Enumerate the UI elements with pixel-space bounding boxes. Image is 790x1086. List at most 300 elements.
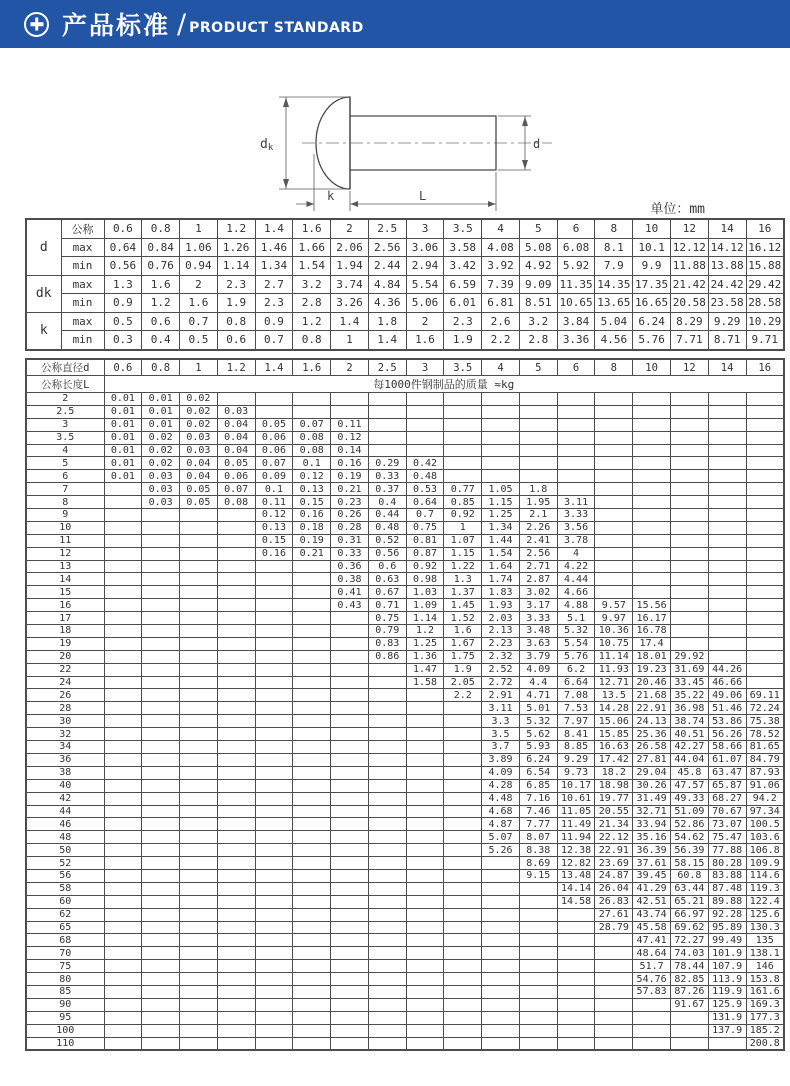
weight-value: [180, 521, 218, 534]
length-label: 52: [26, 857, 104, 870]
weight-value: 0.04: [217, 444, 255, 457]
weight-value: 51.09: [670, 805, 708, 818]
weight-value: 0.05: [217, 457, 255, 470]
weight-row: [26, 676, 784, 689]
dim-value: 0.6: [217, 331, 255, 350]
weight-value: 7.46: [519, 805, 557, 818]
weight-value: [482, 947, 520, 960]
weight-value: [670, 444, 708, 457]
weight-value: 26.58: [633, 741, 671, 754]
weight-value: 5.1: [557, 612, 595, 625]
dim-value: 2: [331, 219, 369, 238]
weight-value: 0.06: [255, 431, 293, 444]
length-label: 2: [26, 393, 104, 406]
weight-row: [26, 947, 784, 960]
weight-value: 60.8: [670, 869, 708, 882]
dim-value: 16: [746, 219, 784, 238]
weight-value: 0.21: [293, 547, 331, 560]
weight-row: [26, 857, 784, 870]
weight-row: [26, 702, 784, 715]
weight-value: [368, 947, 406, 960]
weight-value: 109.9: [746, 857, 784, 870]
weight-value: 10.17: [557, 779, 595, 792]
weight-value: [142, 947, 180, 960]
dim-value: 2.8: [519, 331, 557, 350]
weight-value: [708, 1037, 746, 1050]
weight-row: [26, 470, 784, 483]
weight-value: [595, 405, 633, 418]
weight-value: 177.3: [746, 1011, 784, 1024]
weight-value: 53.86: [708, 715, 746, 728]
dim-value: 2.8: [293, 294, 331, 313]
weight-value: [482, 470, 520, 483]
weight-value: [180, 586, 218, 599]
weight-value: 0.6: [368, 560, 406, 573]
weight-value: 0.04: [217, 418, 255, 431]
weight-value: [368, 792, 406, 805]
weight-value: [557, 483, 595, 496]
weight-value: [746, 663, 784, 676]
weight-value: 14.58: [557, 895, 595, 908]
weight-value: [482, 985, 520, 998]
dim-value: 2.06: [331, 238, 369, 257]
diameter-header: 4: [482, 359, 520, 376]
weight-value: [104, 702, 142, 715]
dim-row: [26, 275, 784, 294]
dim-value: 2.6: [482, 312, 520, 331]
weight-value: 0.15: [293, 496, 331, 509]
weight-value: [519, 985, 557, 998]
weight-value: [444, 1024, 482, 1037]
weight-value: [444, 921, 482, 934]
dim-value: 2.3: [255, 294, 293, 313]
weight-value: [406, 857, 444, 870]
length-label: 65: [26, 921, 104, 934]
weight-value: 2.13: [482, 625, 520, 638]
weight-value: [331, 702, 369, 715]
weight-value: [255, 882, 293, 895]
weight-value: 0.01: [104, 457, 142, 470]
weight-value: [104, 689, 142, 702]
weight-value: [444, 895, 482, 908]
dim-sub-label: min: [61, 257, 104, 276]
weight-value: 101.9: [708, 947, 746, 960]
weight-value: [368, 882, 406, 895]
weight-value: 0.1: [293, 457, 331, 470]
weight-value: [180, 547, 218, 560]
weight-row: [26, 1024, 784, 1037]
weight-value: 0.05: [180, 483, 218, 496]
weight-value: 3.89: [482, 753, 520, 766]
dim-value: 3.06: [406, 238, 444, 257]
weight-value: [217, 625, 255, 638]
weight-value: [104, 573, 142, 586]
weight-value: [104, 599, 142, 612]
weight-value: [180, 689, 218, 702]
weight-value: [255, 702, 293, 715]
weight-row: [26, 715, 784, 728]
weight-value: [142, 1011, 180, 1024]
weight-value: 0.56: [368, 547, 406, 560]
weight-value: 3.79: [519, 650, 557, 663]
weight-value: 47.57: [670, 779, 708, 792]
weight-row: [26, 599, 784, 612]
weight-value: [331, 753, 369, 766]
weight-value: [406, 973, 444, 986]
weight-value: 8.07: [519, 831, 557, 844]
length-label: 75: [26, 960, 104, 973]
weight-row: [26, 483, 784, 496]
dim-row: [26, 238, 784, 257]
weight-value: [557, 973, 595, 986]
weight-value: [331, 998, 369, 1011]
weight-value: [406, 831, 444, 844]
weight-value: [406, 405, 444, 418]
weight-value: [368, 766, 406, 779]
weight-value: 2.03: [482, 612, 520, 625]
weight-value: [368, 960, 406, 973]
weight-value: 5.62: [519, 728, 557, 741]
weight-value: 14.28: [595, 702, 633, 715]
weight-value: 10.75: [595, 637, 633, 650]
weight-value: 6.54: [519, 766, 557, 779]
dim-value: 21.42: [670, 275, 708, 294]
weight-value: 46.66: [708, 676, 746, 689]
weight-value: [293, 844, 331, 857]
weight-value: [557, 1024, 595, 1037]
weight-value: 11.49: [557, 818, 595, 831]
weight-value: 146: [746, 960, 784, 973]
weight-value: [217, 676, 255, 689]
weight-row: [26, 431, 784, 444]
weight-value: [293, 985, 331, 998]
weight-value: 0.01: [104, 393, 142, 406]
weight-value: [180, 844, 218, 857]
weight-value: [444, 728, 482, 741]
weight-value: [670, 586, 708, 599]
weight-value: [255, 869, 293, 882]
weight-value: 0.03: [142, 470, 180, 483]
weight-value: [255, 934, 293, 947]
weight-value: [217, 947, 255, 960]
length-label: 6: [26, 470, 104, 483]
weight-value: [519, 418, 557, 431]
weight-value: [104, 934, 142, 947]
weight-value: 114.6: [746, 869, 784, 882]
weight-value: [633, 586, 671, 599]
length-label: 38: [26, 766, 104, 779]
weight-value: [180, 534, 218, 547]
weight-value: 0.85: [444, 496, 482, 509]
weight-value: [255, 586, 293, 599]
weight-value: 18.01: [633, 650, 671, 663]
weight-value: [746, 418, 784, 431]
weight-value: [368, 1011, 406, 1024]
weight-value: 8.38: [519, 844, 557, 857]
weight-value: 13.5: [595, 689, 633, 702]
weight-value: [293, 831, 331, 844]
weight-value: [142, 908, 180, 921]
dim-value: 1.4: [331, 312, 369, 331]
weight-value: 161.6: [746, 985, 784, 998]
weight-value: [331, 985, 369, 998]
weight-value: [519, 934, 557, 947]
weight-value: [180, 715, 218, 728]
dim-value: 1.4: [368, 331, 406, 350]
weight-value: [104, 985, 142, 998]
weight-value: [180, 792, 218, 805]
weight-value: [746, 573, 784, 586]
weight-value: 1.64: [482, 560, 520, 573]
weight-value: 0.02: [180, 405, 218, 418]
weight-value: 1.34: [482, 521, 520, 534]
weight-value: [331, 908, 369, 921]
weight-value: [217, 908, 255, 921]
weight-value: 57.83: [633, 985, 671, 998]
weight-value: 0.01: [142, 405, 180, 418]
weight-value: [104, 857, 142, 870]
weight-value: 26.04: [595, 882, 633, 895]
weight-value: [142, 844, 180, 857]
weight-value: 78.52: [746, 728, 784, 741]
dim-value: 20.58: [670, 294, 708, 313]
weight-value: 17.42: [595, 753, 633, 766]
weight-value: [708, 573, 746, 586]
weight-value: [331, 676, 369, 689]
weight-value: 0.41: [331, 586, 369, 599]
weight-value: [104, 1011, 142, 1024]
weight-value: [331, 947, 369, 960]
weight-value: [180, 766, 218, 779]
dim-value: 0.76: [142, 257, 180, 276]
weight-value: 0.03: [180, 431, 218, 444]
weight-value: 9.15: [519, 869, 557, 882]
weight-value: [368, 844, 406, 857]
weight-value: [217, 857, 255, 870]
weight-value: [368, 676, 406, 689]
weight-value: 73.07: [708, 818, 746, 831]
weight-value: [255, 715, 293, 728]
diameter-header: 8: [595, 359, 633, 376]
length-label: 3.5: [26, 431, 104, 444]
weight-value: 0.38: [331, 573, 369, 586]
weight-value: [104, 637, 142, 650]
weight-value: [557, 418, 595, 431]
weight-value: [406, 844, 444, 857]
weight-value: [406, 947, 444, 960]
weight-value: [142, 650, 180, 663]
weight-value: 33.45: [670, 676, 708, 689]
weight-value: 44.26: [708, 663, 746, 676]
weight-value: [368, 1024, 406, 1037]
weight-value: [444, 831, 482, 844]
weight-value: [142, 637, 180, 650]
weight-value: [746, 444, 784, 457]
weight-value: [293, 857, 331, 870]
weight-value: 97.34: [746, 805, 784, 818]
weight-value: [519, 973, 557, 986]
weight-value: 7.77: [519, 818, 557, 831]
dim-value: 2.7: [255, 275, 293, 294]
weight-value: [406, 921, 444, 934]
weight-value: 15.85: [595, 728, 633, 741]
weight-value: 0.23: [331, 496, 369, 509]
length-label: 34: [26, 741, 104, 754]
weight-value: [368, 1037, 406, 1050]
weight-value: [217, 895, 255, 908]
weight-value: 0.75: [368, 612, 406, 625]
weight-value: [633, 470, 671, 483]
dim-value: 17.35: [633, 275, 671, 294]
weight-row: [26, 805, 784, 818]
weight-value: [104, 805, 142, 818]
weight-row: [26, 741, 784, 754]
weight-value: [746, 457, 784, 470]
weight-value: [519, 457, 557, 470]
weight-value: [217, 637, 255, 650]
weight-value: [217, 689, 255, 702]
weight-value: 12.38: [557, 844, 595, 857]
weight-value: 0.07: [217, 483, 255, 496]
weight-value: 3.63: [519, 637, 557, 650]
weight-row: [26, 547, 784, 560]
weight-value: 92.28: [708, 908, 746, 921]
weight-value: [482, 393, 520, 406]
weight-value: 51.7: [633, 960, 671, 973]
weight-value: [293, 960, 331, 973]
weight-value: 63.44: [670, 882, 708, 895]
weight-value: [104, 496, 142, 509]
weight-value: [633, 1011, 671, 1024]
weight-value: [519, 882, 557, 895]
title-divider: /: [177, 8, 187, 40]
weight-value: [746, 483, 784, 496]
weight-value: 2.1: [519, 509, 557, 522]
weight-value: [406, 1037, 444, 1050]
weight-value: [217, 831, 255, 844]
k-dimension: [296, 154, 350, 211]
weight-value: 82.85: [670, 973, 708, 986]
weight-value: 0.02: [142, 457, 180, 470]
page-title-cn: 产品标准: [62, 11, 171, 40]
weight-value: 58.66: [708, 741, 746, 754]
weight-value: 2.41: [519, 534, 557, 547]
weight-value: [595, 586, 633, 599]
weight-value: [104, 779, 142, 792]
weight-value: 0.19: [331, 470, 369, 483]
weight-value: [482, 418, 520, 431]
dim-sub-label: min: [61, 331, 104, 350]
weight-value: 0.16: [331, 457, 369, 470]
weight-table-body: [26, 393, 784, 1051]
weight-value: 0.11: [255, 496, 293, 509]
weight-value: 107.9: [708, 960, 746, 973]
weight-value: 0.98: [406, 573, 444, 586]
corner-diameter-label: 公称直径d: [26, 359, 104, 376]
weight-value: [746, 560, 784, 573]
weight-value: 1.9: [444, 663, 482, 676]
weight-value: [217, 547, 255, 560]
weight-value: [293, 882, 331, 895]
dim-value: 1.3: [104, 275, 142, 294]
weight-value: [217, 728, 255, 741]
weight-value: [180, 998, 218, 1011]
dim-value: 1.94: [331, 257, 369, 276]
weight-value: 35.16: [633, 831, 671, 844]
weight-value: [331, 921, 369, 934]
weight-value: 0.92: [444, 509, 482, 522]
dim-value: 2.3: [444, 312, 482, 331]
weight-value: [519, 470, 557, 483]
weight-value: [104, 534, 142, 547]
weight-row: [26, 457, 784, 470]
weight-value: [557, 947, 595, 960]
weight-value: [293, 663, 331, 676]
weight-value: [255, 650, 293, 663]
weight-value: [217, 869, 255, 882]
weight-value: [368, 753, 406, 766]
weight-value: [104, 908, 142, 921]
weight-value: [293, 908, 331, 921]
length-label: 17: [26, 612, 104, 625]
weight-value: [482, 457, 520, 470]
weight-value: [142, 960, 180, 973]
weight-value: 0.06: [255, 444, 293, 457]
mass-header: 每1000件钢制品的质量 ≈kg: [104, 376, 784, 393]
weight-value: [406, 998, 444, 1011]
weight-value: [595, 560, 633, 573]
weight-value: [104, 483, 142, 496]
weight-value: [331, 818, 369, 831]
dim-value: 12.12: [670, 238, 708, 257]
weight-value: [142, 1024, 180, 1037]
weight-value: 47.41: [633, 934, 671, 947]
weight-value: 16.17: [633, 612, 671, 625]
weight-value: [255, 612, 293, 625]
weight-value: 2.23: [482, 637, 520, 650]
weight-value: [482, 895, 520, 908]
weight-value: 39.45: [633, 869, 671, 882]
weight-value: [217, 534, 255, 547]
weight-value: [104, 960, 142, 973]
weight-value: [104, 753, 142, 766]
weight-value: 0.67: [368, 586, 406, 599]
weight-value: [293, 947, 331, 960]
weight-value: 0.14: [331, 444, 369, 457]
weight-value: [368, 715, 406, 728]
dim-value: 1.6: [180, 294, 218, 313]
weight-value: 169.3: [746, 998, 784, 1011]
weight-value: 58.15: [670, 857, 708, 870]
weight-value: 29.04: [633, 766, 671, 779]
weight-value: [180, 908, 218, 921]
weight-value: 0.07: [293, 418, 331, 431]
weight-value: [180, 625, 218, 638]
weight-value: 78.44: [670, 960, 708, 973]
diameter-header: 1.6: [293, 359, 331, 376]
weight-row: [26, 985, 784, 998]
weight-value: 1.95: [519, 496, 557, 509]
weight-value: 1: [444, 521, 482, 534]
weight-value: [255, 960, 293, 973]
weight-value: [482, 908, 520, 921]
weight-value: [368, 405, 406, 418]
arrow-down: [283, 179, 289, 189]
weight-value: [217, 844, 255, 857]
weight-value: 0.01: [142, 393, 180, 406]
weight-value: 30.26: [633, 779, 671, 792]
weight-value: [519, 393, 557, 406]
